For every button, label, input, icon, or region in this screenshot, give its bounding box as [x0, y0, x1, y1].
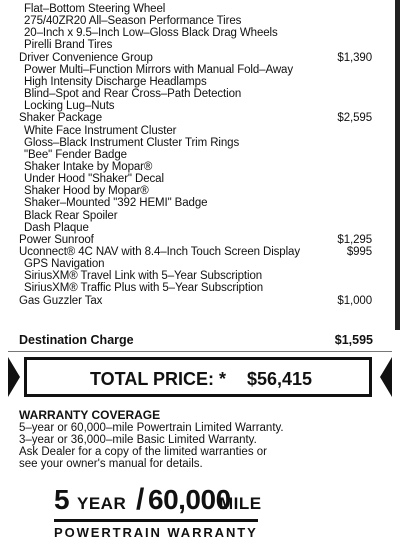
- option-price: $1,295: [337, 233, 372, 246]
- warranty-title: WARRANTY COVERAGE: [19, 408, 161, 422]
- option-row: [0, 259, 372, 270]
- option-text: Shaker Hood by Mopar®: [24, 185, 149, 198]
- option-text: Shaker Intake by Mopar®: [24, 160, 153, 173]
- total-price-value: $56,415: [247, 369, 313, 389]
- option-text: Shaker–Mounted "392 HEMI" Badge: [24, 197, 208, 210]
- option-text: Gas Guzzler Tax: [19, 294, 103, 307]
- option-row: [0, 28, 372, 39]
- powertrain-warranty-badge: [52, 485, 262, 545]
- option-row: [0, 53, 372, 64]
- warranty-line: Ask Dealer for a copy of the limited warranties or: [19, 446, 267, 458]
- option-text: Power Sunroof: [19, 233, 94, 246]
- option-text: Shaker Package: [19, 112, 102, 125]
- arrow-left-icon: [380, 357, 392, 397]
- option-text: Driver Convenience Group: [19, 51, 153, 64]
- badge-miles-unit: MILE: [219, 494, 262, 513]
- option-text: Gloss–Black Instrument Cluster Trim Rings: [24, 136, 240, 149]
- option-row: [0, 283, 372, 294]
- badge-miles-number: 60,000: [148, 484, 231, 515]
- option-text: "Bee" Fender Badge: [24, 148, 127, 161]
- option-price: $995: [346, 246, 372, 258]
- option-row: [0, 174, 372, 185]
- badge-rule: [54, 519, 258, 522]
- badge-years-unit: YEAR: [77, 494, 127, 513]
- option-text: SiriusXM® Traffic Plus with 5–Year Subscription: [24, 282, 263, 295]
- option-text: Blind–Spot and Rear Cross–Path Detection: [24, 88, 242, 101]
- option-text: Dash Plaque: [24, 221, 89, 234]
- badge-subtitle: POWERTRAIN WARRANTY: [54, 525, 258, 540]
- option-row: [0, 138, 372, 149]
- option-row: [0, 198, 372, 209]
- option-price: $1,000: [337, 294, 372, 307]
- option-row: [0, 211, 372, 222]
- warranty-line: 5–year or 60,000–mile Powertrain Limited Warranty.: [19, 422, 284, 434]
- option-text: 20–Inch x 9.5–Inch Low–Gloss Black Drag Wheels: [24, 27, 278, 40]
- option-row: [0, 186, 372, 197]
- option-row: [0, 162, 372, 173]
- option-price: $1,390: [337, 51, 372, 64]
- option-price: $2,595: [337, 112, 372, 125]
- option-text: Uconnect® 4C NAV with 8.4–Inch Touch Screen Display: [19, 246, 301, 258]
- option-text: SiriusXM® Travel Link with 5–Year Subscription: [24, 270, 263, 283]
- divider: [8, 351, 392, 352]
- option-text: Under Hood "Shaker" Decal: [24, 173, 164, 186]
- option-text: GPS Navigation: [24, 258, 105, 271]
- option-text: Power Multi–Function Mirrors with Manual Fold–Away: [24, 63, 293, 76]
- total-price-label: TOTAL PRICE: *: [90, 369, 227, 389]
- edge-bar: [395, 0, 400, 330]
- option-text: White Face Instrument Cluster: [24, 124, 177, 137]
- badge-slash: /: [136, 483, 145, 516]
- option-text: Pirelli Brand Tires: [24, 39, 113, 52]
- option-row: [0, 296, 372, 307]
- option-row: [0, 77, 372, 88]
- option-row: [0, 101, 372, 112]
- badge-years-number: 5: [54, 484, 70, 515]
- option-row: [0, 223, 372, 234]
- arrow-right-icon: [8, 357, 20, 397]
- option-row: [0, 89, 372, 100]
- option-row: [0, 150, 372, 161]
- option-row: [0, 247, 372, 258]
- option-row: [0, 113, 372, 124]
- option-row: [0, 126, 372, 137]
- option-text: 275/40ZR20 All–Season Performance Tires: [24, 15, 242, 28]
- option-text: Flat–Bottom Steering Wheel: [24, 3, 166, 15]
- option-row: [0, 16, 372, 27]
- option-row: [0, 40, 372, 51]
- warranty-line: see your owner's manual for details.: [19, 458, 203, 470]
- destination-label: Destination Charge: [19, 333, 134, 347]
- option-row: [0, 235, 372, 246]
- option-text: Black Rear Spoiler: [24, 209, 118, 222]
- destination-charge-row: [19, 333, 373, 347]
- option-row: [0, 271, 372, 282]
- option-row: [0, 4, 372, 15]
- option-row: [0, 65, 372, 76]
- option-text: Locking Lug–Nuts: [24, 100, 115, 113]
- option-text: High Intensity Discharge Headlamps: [24, 75, 207, 88]
- total-price-box: [24, 357, 372, 397]
- warranty-line: 3–year or 36,000–mile Basic Limited Warranty.: [19, 434, 257, 446]
- destination-price: $1,595: [334, 333, 373, 347]
